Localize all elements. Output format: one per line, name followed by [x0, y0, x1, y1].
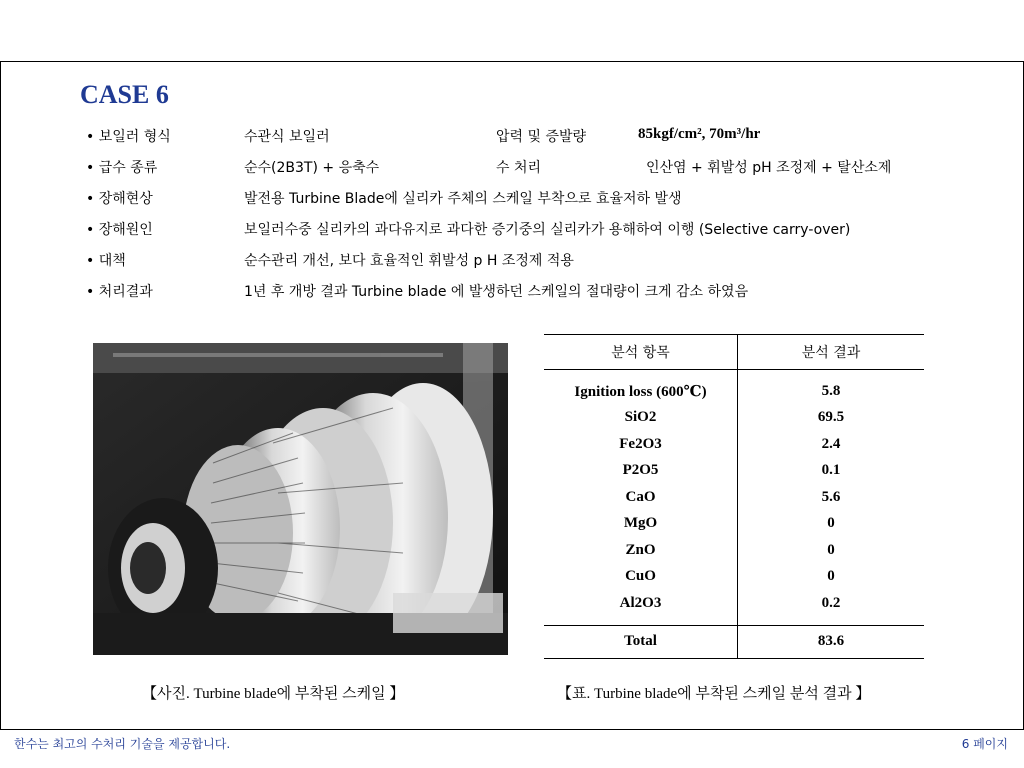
result-cell: 0.1: [821, 462, 841, 479]
table-header-row: [544, 335, 924, 370]
item-cell: P2O5: [544, 458, 738, 485]
cause-label: • 장해원인: [86, 222, 153, 238]
countermeasure-label: • 대책: [86, 253, 126, 269]
item-cell: ZnO: [544, 537, 738, 564]
turbine-blade-photo: [93, 343, 508, 655]
table-row: [544, 431, 924, 458]
table-caption: 【표. Turbine blade에 부착된 스케일 분석 결과 】: [557, 686, 871, 702]
table-row: [544, 458, 924, 485]
table-row: [544, 537, 924, 564]
treatment-label: 수 처리: [496, 160, 542, 176]
result-cell: 0: [827, 568, 835, 585]
column-header-result: 분석 결과: [738, 335, 925, 370]
pressure-label: 압력 및 증발량: [496, 129, 587, 145]
footer-slogan: 한수는 최고의 수처리 기술을 제공합니다.: [14, 737, 231, 751]
item-cell: Ignition loss (600℃): [544, 378, 738, 405]
symptom-label: • 장해현상: [86, 191, 153, 207]
total-label: Total: [544, 625, 738, 658]
result-cell: 0: [827, 515, 835, 532]
result-cell: 69.5: [817, 409, 845, 426]
result-value: 1년 후 개방 결과 Turbine blade 에 발생하던 스케일의 절대량이 크게 감소 하였음: [244, 284, 749, 300]
item-cell: MgO: [544, 511, 738, 538]
table-row: [544, 378, 924, 405]
table-row: [544, 590, 924, 617]
symptom-value: 발전용 Turbine Blade에 실리카 주체의 스케일 부착으로 효율저하 발생: [244, 191, 682, 207]
table-row: [544, 564, 924, 591]
item-cell: SiO2: [544, 405, 738, 432]
photo-caption: 【사진. Turbine blade에 부착된 스케일 】: [142, 686, 405, 702]
treatment-value: 인산염 + 휘발성 pH 조정제 + 탈산소제: [646, 160, 892, 176]
result-cell: 0.2: [821, 594, 841, 611]
boiler-type-value: 수관식 보일러: [244, 129, 330, 145]
boiler-type-label: • 보일러 형식: [86, 129, 171, 145]
result-cell: 5.6: [821, 488, 841, 505]
result-cell: 0: [827, 541, 835, 558]
item-cell: Al2O3: [544, 590, 738, 617]
total-value: 83.6: [738, 625, 925, 658]
column-header-item: 분석 항목: [544, 335, 738, 370]
result-cell: 2.4: [821, 435, 841, 452]
item-cell: Fe2O3: [544, 431, 738, 458]
feedwater-label: • 급수 종류: [86, 160, 158, 176]
page-number: 6 페이지: [961, 737, 1008, 751]
result-cell: 5.8: [821, 382, 841, 399]
analysis-table: [544, 334, 924, 659]
table-row: [544, 405, 924, 432]
table-row: [544, 511, 924, 538]
countermeasure-value: 순수관리 개선, 보다 효율적인 휘발성 p H 조정제 적용: [244, 253, 574, 269]
result-label: • 처리결과: [86, 284, 153, 300]
item-cell: CuO: [544, 564, 738, 591]
item-cell: CaO: [544, 484, 738, 511]
pressure-value: 85kgf/cm², 70m³/hr: [638, 126, 761, 142]
table-row: [544, 484, 924, 511]
feedwater-value: 순수(2B3T) + 응축수: [244, 160, 380, 176]
page-title: CASE 6: [80, 80, 169, 109]
table-total-row: [544, 625, 924, 658]
cause-value: 보일러수중 실리카의 과다유지로 과다한 증기중의 실리카가 용해하여 이행 (Selective carry-over): [244, 222, 851, 238]
